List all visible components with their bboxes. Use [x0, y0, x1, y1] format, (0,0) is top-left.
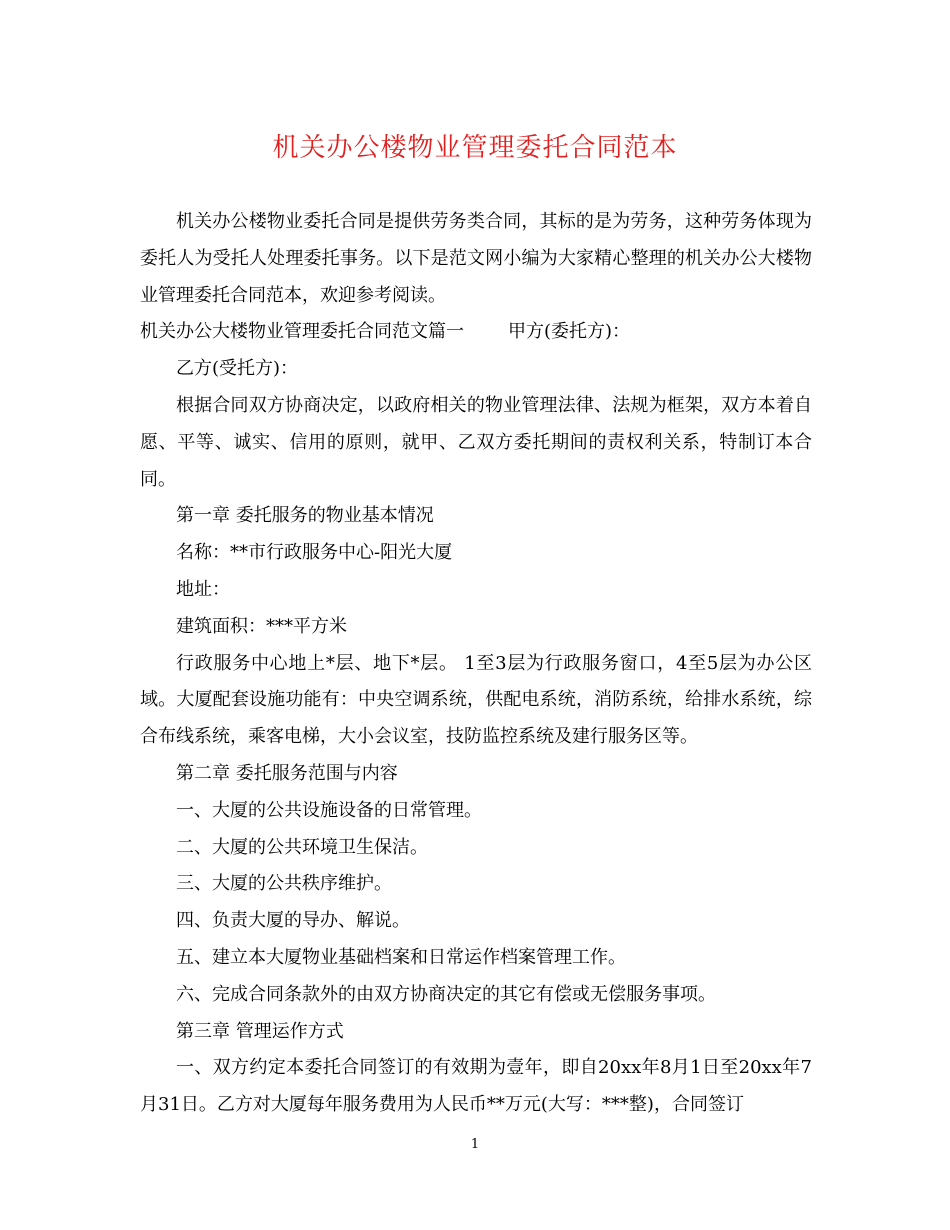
preamble-paragraph: 根据合同双方协商决定，以政府相关的物业管理法律、法规为框架，双方本着自愿、平等、诚实、信用的原则，就甲、乙双方委托期间的责权利关系，特制订本合同。 [140, 394, 812, 490]
service-item-2: 二、大厦的公共环境卫生保洁。 [176, 836, 428, 858]
building-description: 行政服务中心地上*层、地下*层。 1至3层为行政服务窗口，4至5层为办公区域。大厦配套设施功能有：中央空调系统，供配电系统，消防系统，给排水系统，综合布线系统，乘客电梯，大小会议室，技防监控系统及建行服务区等。 [140, 652, 812, 748]
intro-paragraph: 机关办公楼物业委托合同是提供劳务类合同，其标的是为劳务，这种劳务体现为委托人为受托人处理委托事务。以下是范文网小编为大家精心整理的机关办公大楼物业管理委托合同范本，欢迎参考阅读。 [140, 211, 812, 306]
chapter-3-heading: 第三章 管理运作方式 [176, 1020, 344, 1042]
section-heading: 机关办公大楼物业管理委托合同范文篇一 [140, 321, 464, 343]
document-body [140, 204, 812, 1124]
party-a-label: 甲方(委托方)： [508, 321, 631, 343]
service-item-4: 四、负责大厦的导办、解说。 [176, 910, 410, 932]
page-number: 1 [470, 1137, 480, 1152]
section-heading-line [140, 314, 812, 351]
service-item-6: 六、完成合同条款外的由双方协商决定的其它有偿或无偿服务事项。 [176, 983, 716, 1005]
property-name: 名称：**市行政服务中心-阳光大厦 [176, 542, 453, 564]
chapter-2-heading: 第二章 委托服务范围与内容 [176, 762, 398, 784]
service-item-3: 三、大厦的公共秩序维护。 [176, 873, 392, 895]
party-b-label: 乙方(受托方)： [176, 358, 299, 380]
chapter-1-heading: 第一章 委托服务的物业基本情况 [176, 505, 434, 527]
contract-term-paragraph: 一、双方约定本委托合同签订的有效期为壹年，即自20xx年8月1日至20xx年7月31日。乙方对大厦每年服务费用为人民币**万元(大写：***整)，合同签订 [140, 1057, 812, 1116]
property-area: 建筑面积：***平方米 [176, 615, 347, 637]
service-item-5: 五、建立本大厦物业基础档案和日常运作档案管理工作。 [176, 946, 626, 968]
document-title: 机关办公楼物业管理委托合同范本 [272, 133, 678, 163]
property-address: 地址： [176, 578, 230, 600]
service-item-1: 一、大厦的公共设施设备的日常管理。 [176, 799, 482, 821]
